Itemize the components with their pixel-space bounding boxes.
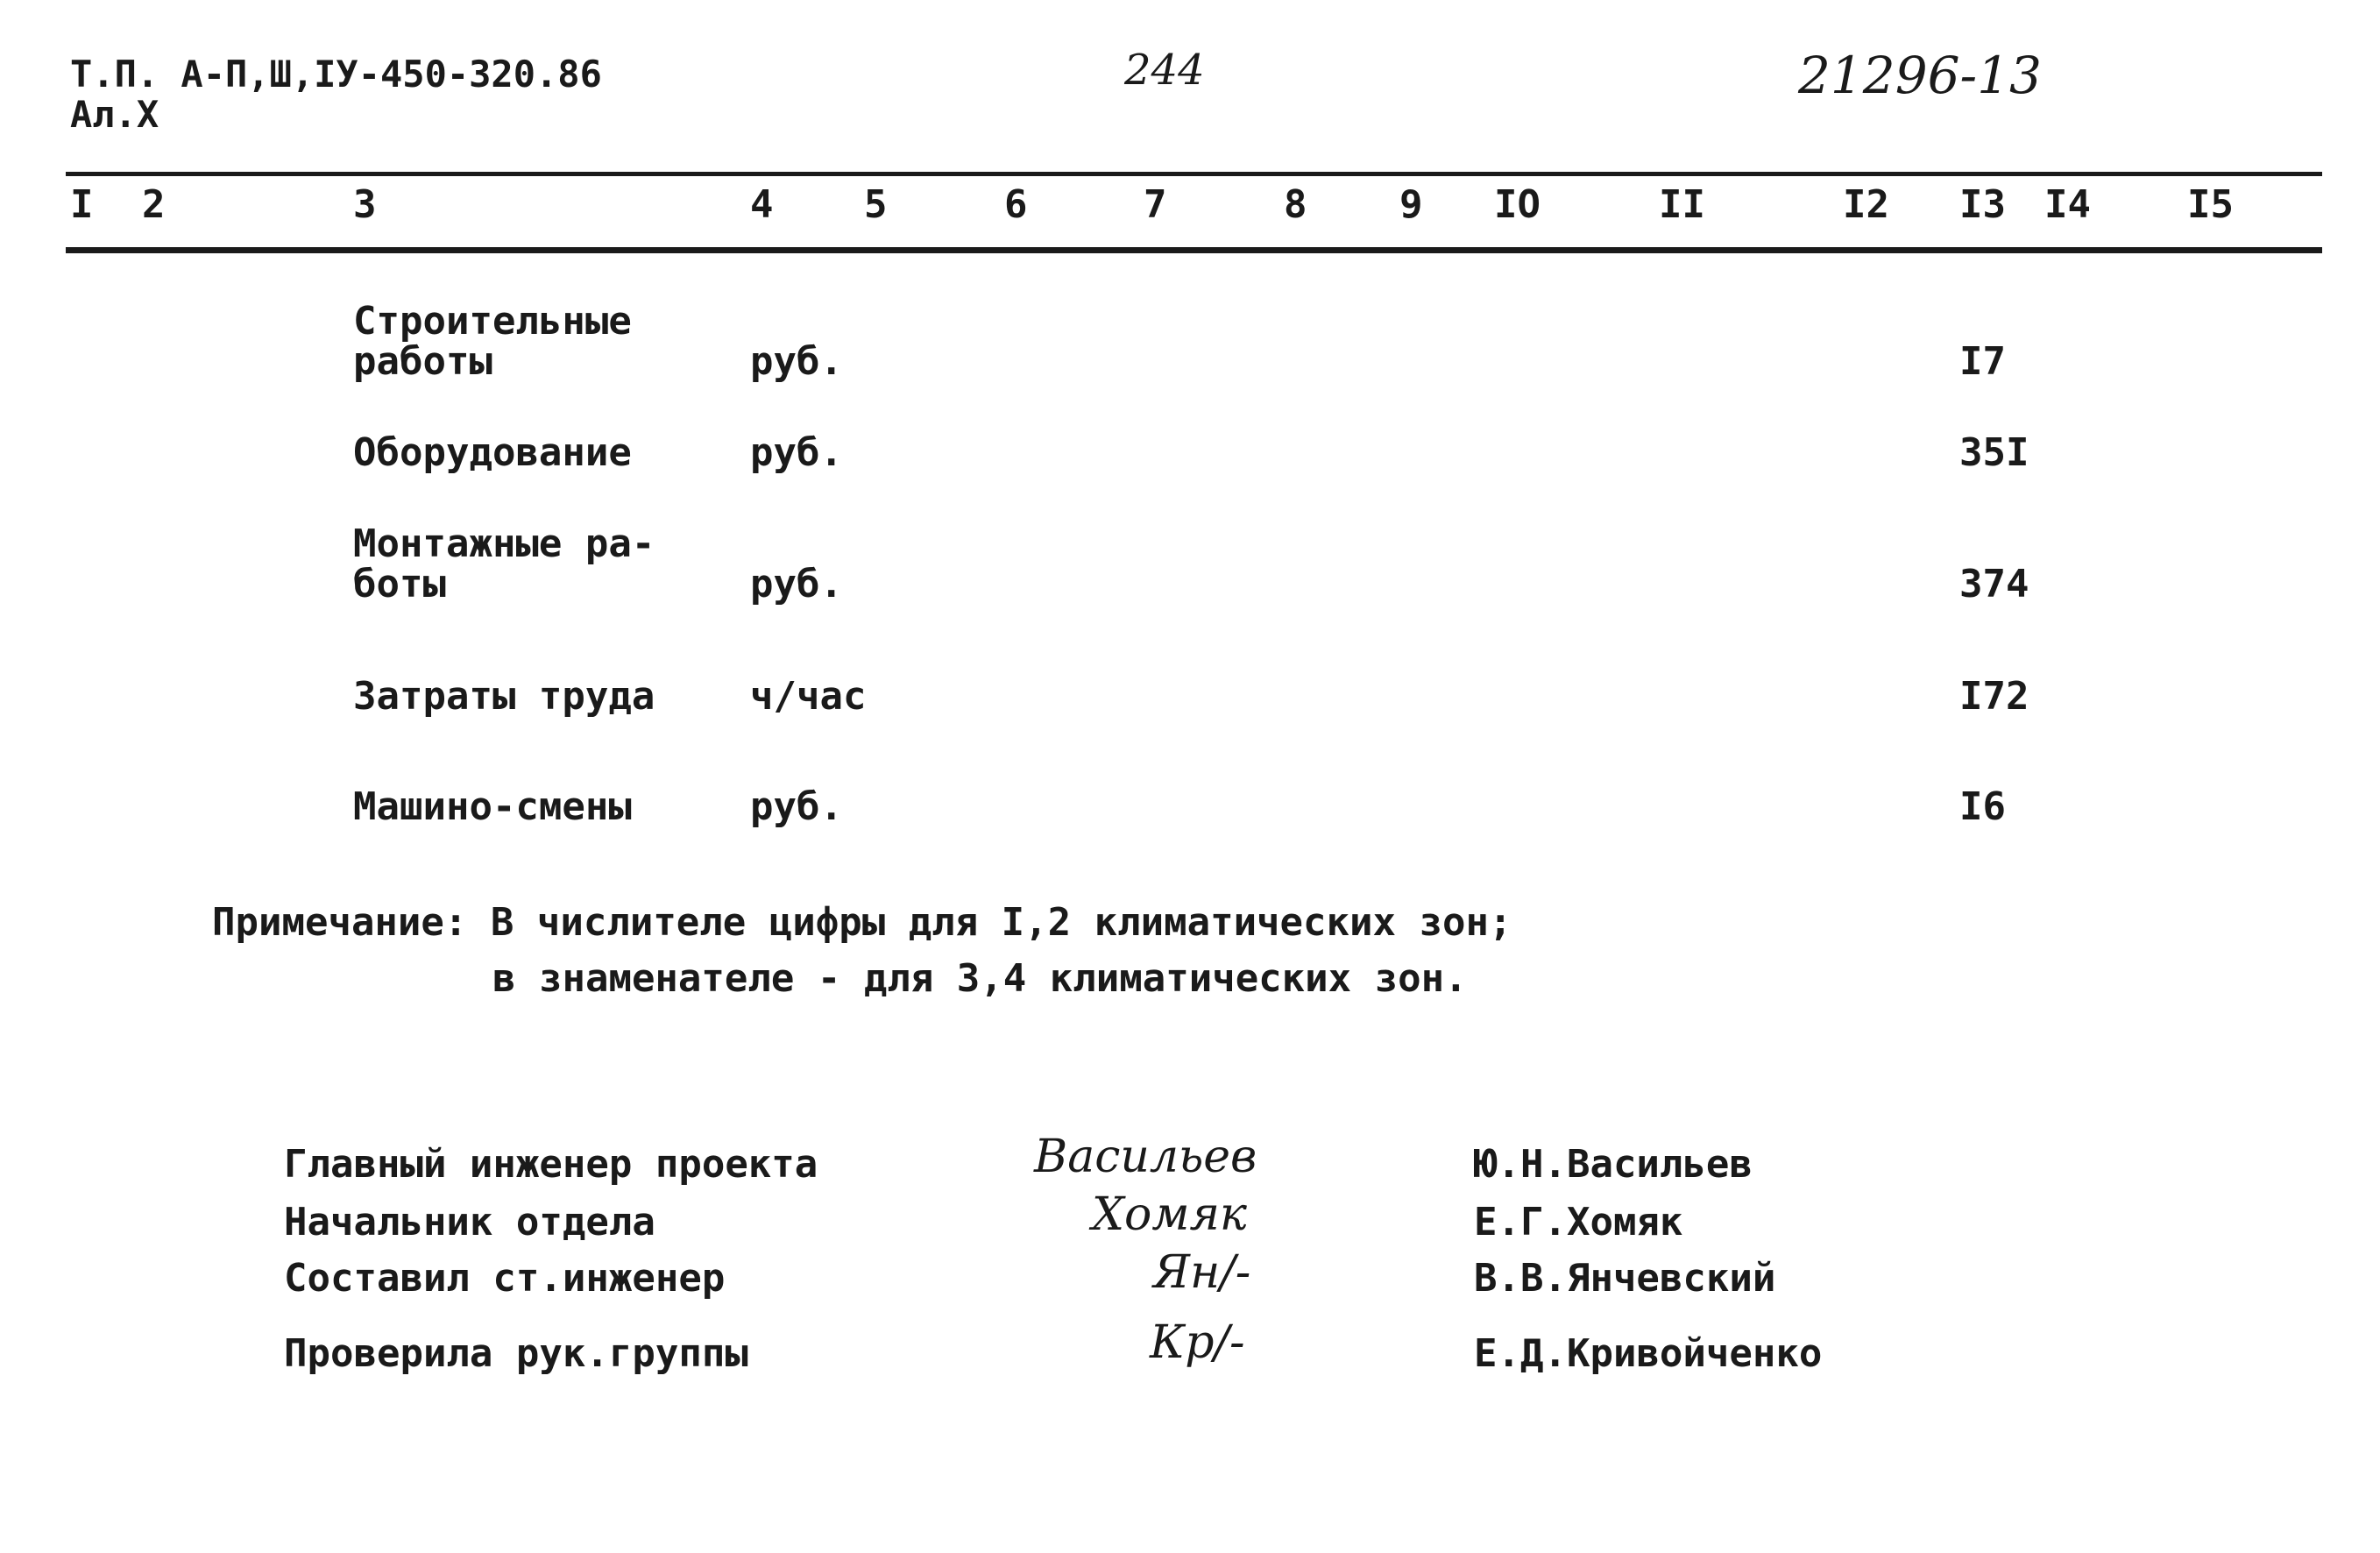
signer-name: Ю.Н.Васильев [1474, 1142, 1753, 1187]
column-number: 4 [750, 182, 774, 227]
inventory-number: 21296-13 [1798, 46, 2042, 105]
column-number: 8 [1284, 182, 1307, 227]
item-name: Оборудование [353, 430, 632, 475]
item-value: I7 [1959, 339, 2006, 384]
column-number: 6 [1004, 182, 1028, 227]
item-name: Монтажные ра- боты [353, 521, 655, 606]
signer-role: Проверила рук.группы [284, 1331, 748, 1376]
handwritten-signature: Хомяк [1092, 1188, 1247, 1241]
signer-role: Составил ст.инженер [284, 1256, 726, 1301]
item-unit: руб. [750, 430, 843, 475]
note-line-1: Примечание: В числителе цифры для I,2 климатических зон; [212, 900, 1512, 945]
item-value: 374 [1959, 562, 2029, 606]
column-number: II [1659, 182, 1705, 227]
column-number: I5 [2187, 182, 2234, 227]
page-number: 244 [1124, 46, 1205, 95]
item-name: Затраты труда [353, 674, 655, 719]
column-number: 2 [142, 182, 166, 227]
item-unit: руб. [750, 562, 843, 606]
item-name: Машино-смены [353, 784, 632, 829]
column-number: I3 [1959, 182, 2006, 227]
column-number: I [70, 182, 94, 227]
document-code: Т.П. А-П,Ш,IУ-450-320.86 [70, 53, 602, 96]
item-unit: руб. [750, 339, 843, 384]
column-number: I4 [2044, 182, 2091, 227]
column-number: I2 [1843, 182, 1889, 227]
handwritten-signature: Васильев [1034, 1131, 1257, 1183]
header-bottom-rule [66, 247, 2322, 253]
signer-name: Е.Г.Хомяк [1474, 1200, 1683, 1245]
handwritten-signature: Кр/- [1150, 1316, 1245, 1369]
signer-name: Е.Д.Кривойченко [1474, 1331, 1823, 1376]
signer-role: Главный инженер проекта [284, 1142, 818, 1187]
column-number: 9 [1399, 182, 1423, 227]
item-unit: руб. [750, 784, 843, 829]
column-number: 3 [353, 182, 377, 227]
column-number: 7 [1144, 182, 1167, 227]
handwritten-signature: Ян/- [1153, 1246, 1251, 1299]
item-name: Строительные работы [353, 299, 632, 384]
item-value: 35I [1959, 430, 2029, 475]
item-value: I6 [1959, 784, 2006, 829]
column-number: IO [1494, 182, 1541, 227]
signer-name: В.В.Янчевский [1474, 1256, 1776, 1301]
top-rule [66, 172, 2322, 176]
signer-role: Начальник отдела [284, 1200, 655, 1245]
note-line-2: в знаменателе - для 3,4 климатических зон. [492, 956, 1468, 1001]
column-number: 5 [864, 182, 888, 227]
item-value: I72 [1959, 674, 2029, 719]
album-number: Ал.Х [70, 93, 159, 136]
item-unit: ч/час [750, 674, 867, 719]
